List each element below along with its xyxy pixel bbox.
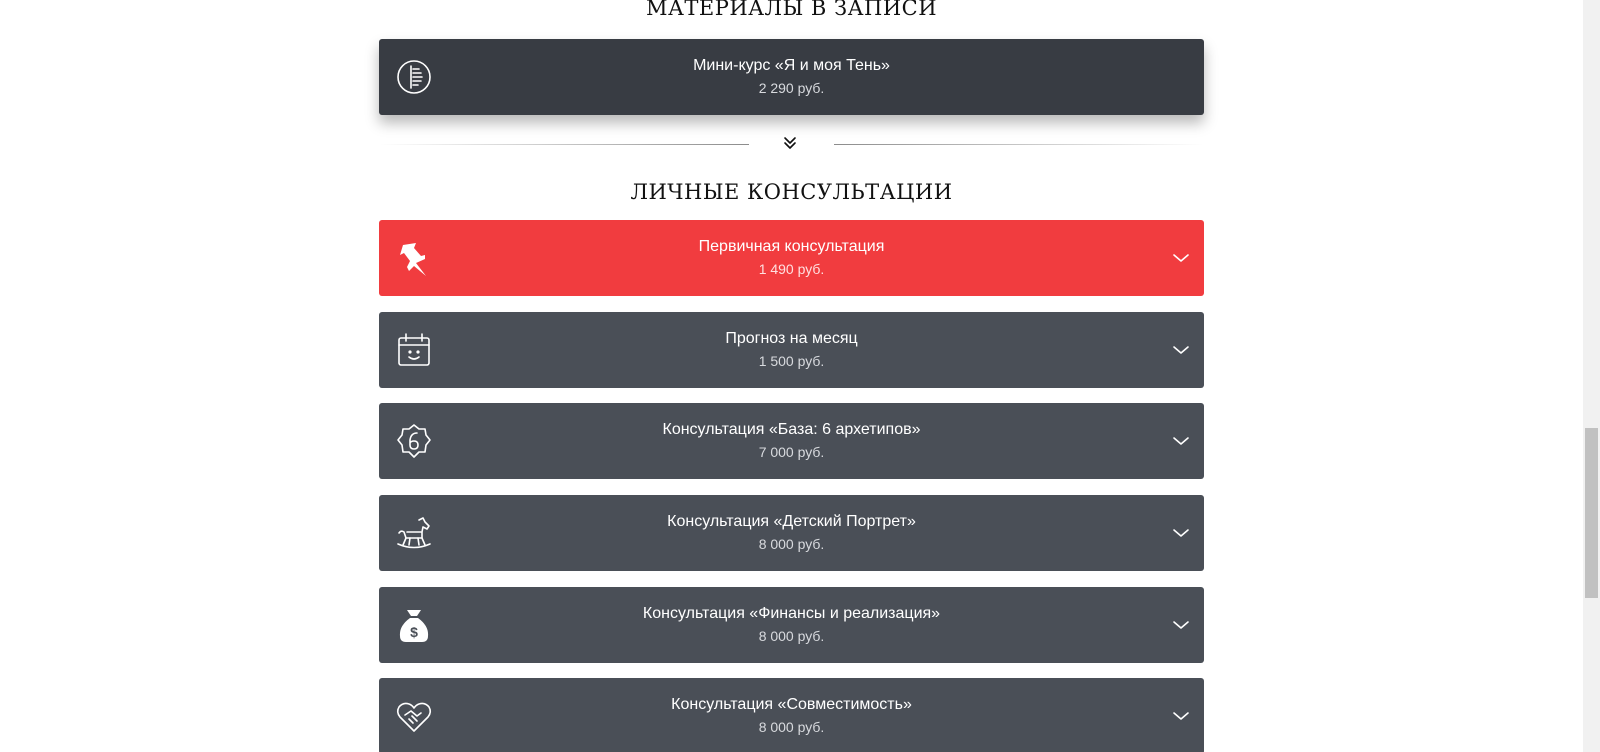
card-title: Первичная консультация (698, 238, 885, 255)
product-card-month-forecast[interactable] (379, 312, 1204, 388)
svg-text:$: $ (410, 624, 418, 640)
card-price: 8 000 руб. (758, 536, 825, 552)
chevron-down-icon[interactable] (1172, 616, 1190, 634)
card-text (379, 604, 1204, 646)
product-card-six-archetypes[interactable] (379, 403, 1204, 479)
product-card-finance[interactable] (379, 587, 1204, 663)
card-text (379, 329, 1204, 371)
card-text (379, 420, 1204, 462)
card-title: Консультация «База: 6 архетипов» (662, 421, 921, 438)
card-text (379, 695, 1204, 737)
card-text (379, 237, 1204, 279)
double-chevron-down-icon (782, 135, 798, 151)
section-title-recorded: МАТЕРИАЛЫ В ЗАПИСИ (645, 0, 938, 20)
scrollbar-thumb[interactable] (1585, 428, 1598, 598)
card-price: 1 490 руб. (758, 261, 825, 277)
divider-line-left (379, 144, 749, 145)
chevron-down-icon[interactable] (1172, 432, 1190, 450)
chevron-down-icon[interactable] (1172, 707, 1190, 725)
card-title: Консультация «Совместимость» (671, 696, 912, 713)
card-price: 2 290 руб. (758, 80, 825, 96)
product-card-compatibility[interactable] (379, 678, 1204, 752)
divider-line-right (834, 144, 1204, 145)
page-scrollbar[interactable] (1583, 0, 1600, 752)
card-title: Консультация «Детский Портрет» (667, 513, 916, 530)
card-price: 8 000 руб. (758, 719, 825, 735)
chevron-down-icon[interactable] (1172, 249, 1190, 267)
section-divider (379, 130, 1204, 156)
card-title: Прогноз на месяц (725, 330, 858, 347)
card-price: 1 500 руб. (758, 353, 825, 369)
section-title-personal: ЛИЧНЫЕ КОНСУЛЬТАЦИИ (630, 180, 953, 204)
card-text (379, 512, 1204, 554)
chevron-down-icon[interactable] (1172, 524, 1190, 542)
card-title: Мини-курс «Я и моя Тень» (693, 57, 890, 74)
product-card-mini-course[interactable] (379, 39, 1204, 115)
card-price: 8 000 руб. (758, 628, 825, 644)
product-card-initial-consultation[interactable] (379, 220, 1204, 296)
card-title: Консультация «Финансы и реализация» (642, 605, 941, 622)
card-price: 7 000 руб. (758, 444, 825, 460)
product-card-child-portrait[interactable] (379, 495, 1204, 571)
chevron-down-icon[interactable] (1172, 341, 1190, 359)
card-text (379, 56, 1204, 98)
